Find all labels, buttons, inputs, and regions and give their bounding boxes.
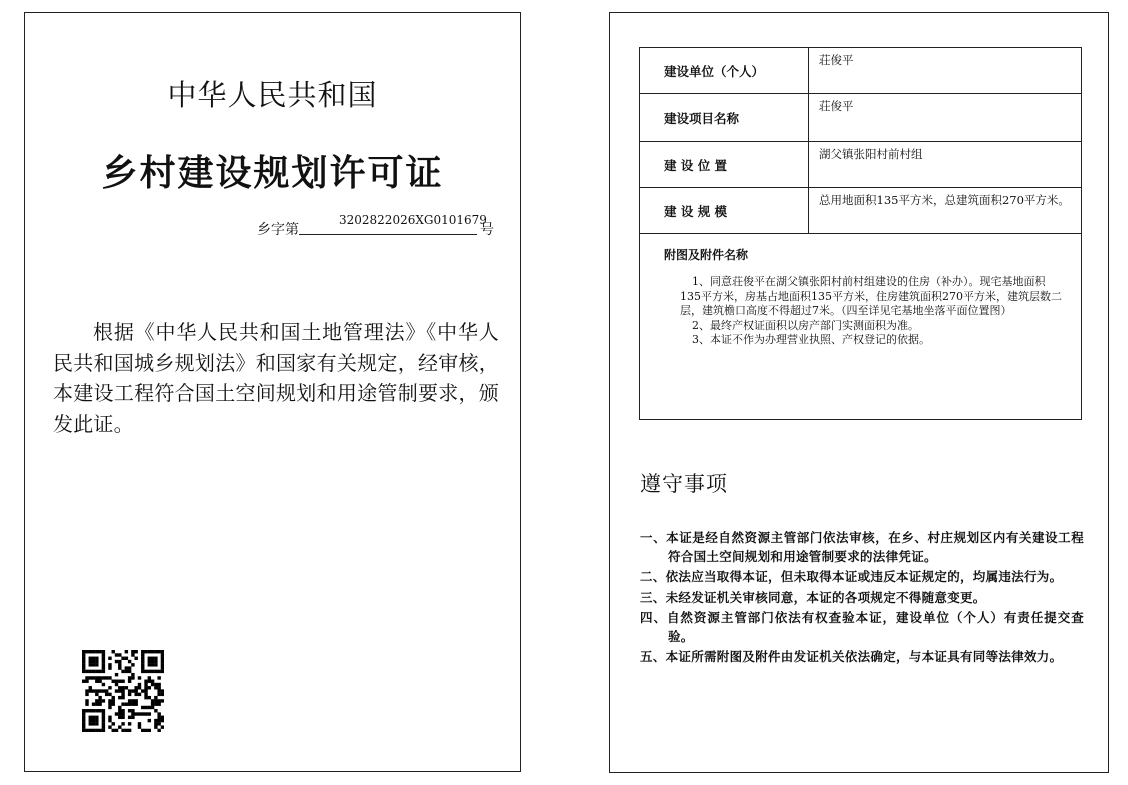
table-row: [640, 48, 1082, 94]
serial-underline: [299, 234, 477, 235]
attachments-cell: [640, 234, 1082, 420]
serial-prefix: 乡字第: [257, 222, 299, 238]
rule-item: 三、未经发证机关审核同意，本证的各项规定不得随意变更。: [640, 589, 986, 605]
rules-list: [640, 529, 1084, 669]
attachment-item: 1、同意荘俊平在湖父镇张阳村前村组建设的住房（补办）。现宅基地面积135平方米，房基占地面积135平方米，住房建筑面积270平方米，建筑层数二层，建筑檐口高度不得超过7米。（四至详见宅基地坐落平面位置图）: [680, 275, 1062, 317]
table-row: [640, 94, 1082, 142]
row-value: 荘俊平: [809, 48, 1082, 94]
rule-item: 二、依法应当取得本证，但未取得本证或违反本证规定的，均属违法行为。: [640, 569, 1063, 584]
project-info-table: [639, 47, 1082, 420]
qr-code-icon: [82, 650, 164, 732]
attachment-item: 2、最终产权证面积以房产部门实测面积为准。: [692, 318, 919, 332]
serial-number: 3202822026XG0101679: [339, 213, 487, 227]
legal-basis-text: 根据《中华人民共和国土地管理法》《中华人民共和国城乡规划法》和国家有关规定，经审核，本建设工程符合国土空间规划和用途管制要求，颁发此证。: [53, 320, 499, 436]
rule-item: 四、自然资源主管部门依法有权查验本证，建设单位（个人）有责任提交查验。: [640, 610, 1084, 644]
row-label: 建 设 规 模: [640, 188, 809, 234]
serial-number-row: [257, 213, 497, 239]
row-value: 湖父镇张阳村前村组: [809, 142, 1082, 188]
attachment-item: 3、本证不作为办理营业执照、产权登记的依据。: [692, 333, 930, 346]
row-value: 荘俊平: [809, 94, 1082, 142]
rules-title: 遵守事项: [640, 472, 728, 496]
table-row: [640, 142, 1082, 188]
rule-item: 五、本证所需附图及附件由发证机关依法确定，与本证具有同等法律效力。: [640, 649, 1063, 664]
certificate-title: 乡村建设规划许可证: [101, 153, 444, 194]
row-value: 总用地面积135平方米，总建筑面积270平方米。: [809, 188, 1082, 234]
table-row: [640, 188, 1082, 234]
attachments-title: 附图及附件名称: [664, 248, 749, 262]
serial-suffix: 号: [480, 222, 494, 238]
attachments-list: [680, 275, 1063, 348]
row-label: 建设项目名称: [640, 94, 809, 142]
certificate-details-page: [609, 12, 1109, 773]
attachments-row: [640, 234, 1082, 420]
row-label: 建 设 位 置: [640, 142, 809, 188]
certificate-cover-page: [24, 12, 521, 772]
country-name: 中华人民共和国: [167, 78, 378, 112]
rule-item: 一、本证是经自然资源主管部门依法审核，在乡、村庄规划区内有关建设工程符合国土空间规划和用途管制要求的法律凭证。: [640, 530, 1084, 564]
row-label: 建设单位（个人）: [640, 48, 809, 94]
